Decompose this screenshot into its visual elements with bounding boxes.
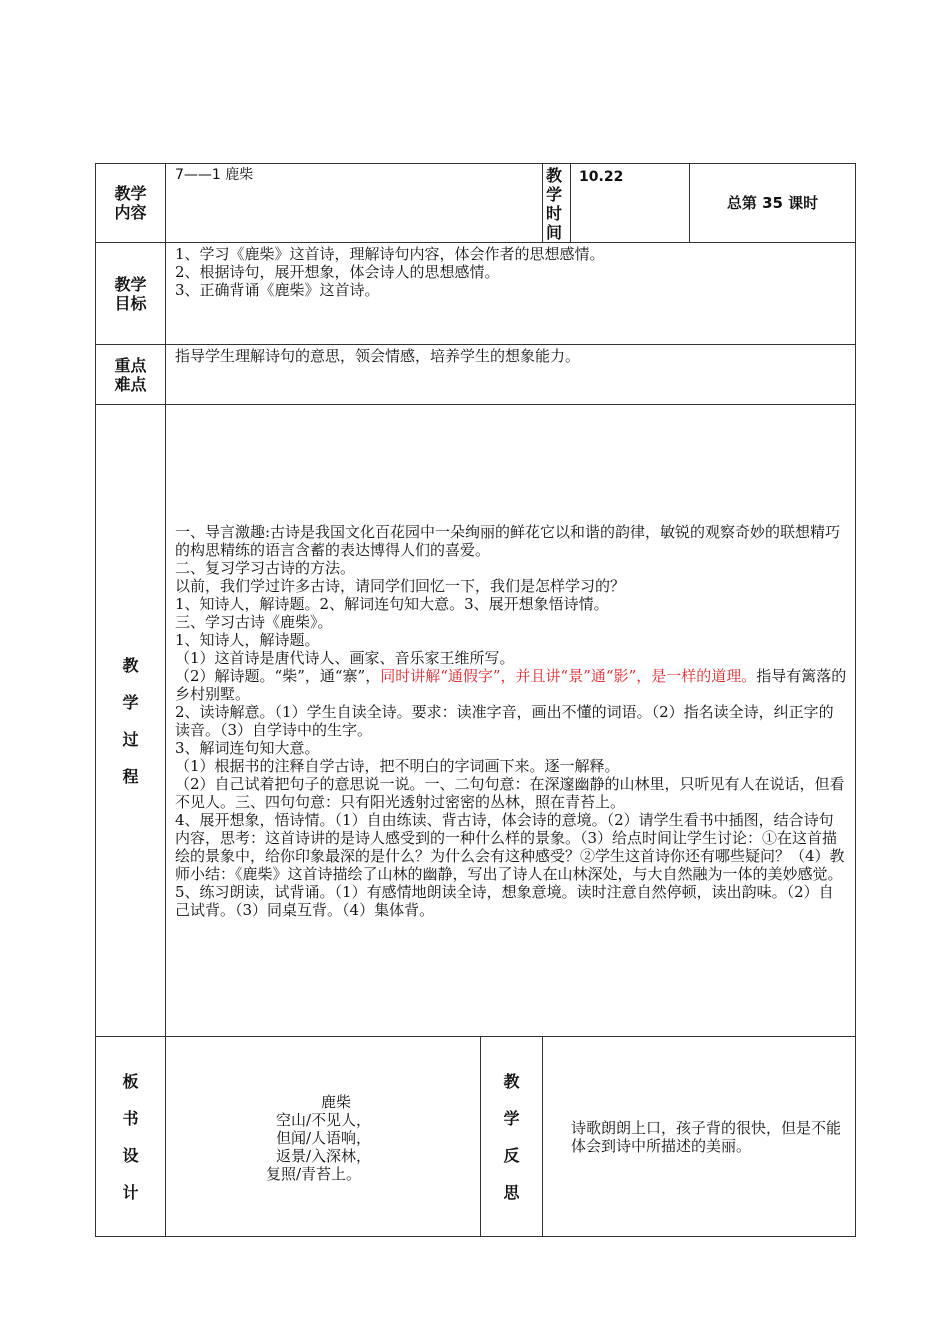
key-points-text: 指导学生理解诗句的意思，领会情感，培养学生的想象能力。 <box>166 345 856 405</box>
goals-row <box>96 243 856 345</box>
process-paragraph: 1、知诗人，解诗题。2、解词连句知大意。3、展开想象悟诗情。 <box>175 594 609 613</box>
board-design <box>166 1037 481 1237</box>
key-points-label: 重点 难点 <box>96 345 166 405</box>
process-paragraph: （1）这首诗是唐代诗人、画家、音乐家王维所写。 <box>175 648 515 667</box>
process-paragraph: 2、读诗解意。（1）学生自读全诗。要求：读准字音，画出不懂的词语。（2）指名读全诗，纠正字的读音。（3）自学诗中的生字。 <box>175 702 834 739</box>
goal-item: 3、正确背诵《鹿柴》这首诗。 <box>175 281 380 299</box>
process-paragraph: 一、导言激趣:古诗是我国文化百花园中一朵绚丽的鲜花它以和谐的韵律，敏锐的观察奇妙的联想精巧的构思精练的语言含蓄的表达博得人们的喜爱。 <box>175 522 841 559</box>
key-points-row <box>96 345 856 405</box>
board-line: 但闻/人语响， <box>276 1128 372 1147</box>
goals-label: 教学 目标 <box>96 243 166 345</box>
reflection-text: 诗歌朗朗上口，孩子背的很快，但是不能体会到诗中所描述的美丽。 <box>543 1037 856 1237</box>
lesson-plan-table <box>95 163 856 1237</box>
content-value: 7——1 鹿柴 <box>166 164 543 243</box>
process-paragraph: 1、知诗人，解诗题。 <box>175 630 320 649</box>
process-paragraph: （2）自己试着把句子的意思说一说。一、二句句意：在深邃幽静的山林里，只听见有人在说话，但看不见人。三、四句句意：只有阳光透射过密密的丛林，照在青苔上。 <box>175 774 845 811</box>
process-paragraph: 3、解词连句知大意。 <box>175 738 320 757</box>
board-line: 复照/青苔上。 <box>266 1164 362 1183</box>
goals-text <box>166 243 856 345</box>
lesson-count: 总第 35 课时 <box>690 164 856 243</box>
process-text <box>166 405 856 1037</box>
process-paragraph: 三、学习古诗《鹿柴》。 <box>175 612 333 631</box>
board-row <box>96 1037 856 1237</box>
process-paragraph: 4、展开想象，悟诗情。（1）自由练读、背古诗，体会诗的意境。（2）请学生看书中插图，结合诗句内容，思考：这首诗讲的是诗人感受到的一种什么样的景象。（3）给点时间让学生讨论：①在这首描绘的景象中，给你印象最深的是什么？为什么会有这种感受？②学生这首诗你还有哪些疑问？（4）教师小结：《鹿柴》这首诗描绘了山林的幽静，写出了诗人在山林深处，与大自然融为一体的美妙感觉。 <box>175 810 845 883</box>
process-paragraph: 以前，我们学过许多古诗，请同学们回忆一下，我们是怎样学习的？ <box>175 576 626 595</box>
board-title: 鹿柴 <box>321 1092 352 1111</box>
process-row <box>96 405 856 1037</box>
goal-item: 1、学习《鹿柴》这首诗，理解诗句内容，体会作者的思想感情。 <box>175 245 605 263</box>
highlighted-note: 同时讲解“通假字”，并且讲“景”通“影”，是一样的道理。 <box>380 666 757 685</box>
time-label: 教学 时间 <box>543 164 571 243</box>
reflection-label: 教 学 反 思 <box>481 1037 543 1237</box>
time-value: 10.22 <box>571 164 690 243</box>
board-line: 返景/入深林， <box>276 1146 372 1165</box>
process-paragraph: 二、复习学习古诗的方法。 <box>175 558 356 577</box>
goal-item: 2、根据诗句，展开想象，体会诗人的思想感情。 <box>175 263 500 281</box>
process-paragraph: （2）解诗题。“柴”，通“寨”，同时讲解“通假字”，并且讲“景”通“影”，是一样的道理。指导有篱落的乡村别墅。 <box>175 666 847 703</box>
header-row <box>96 164 856 243</box>
board-line: 空山/不见人， <box>276 1110 372 1129</box>
process-paragraph: （1）根据书的注释自学古诗，把不明白的字词画下来。逐一解释。 <box>175 756 620 775</box>
process-paragraph: 5、练习朗读，试背诵。（1）有感情地朗读全诗，想象意境。读时注意自然停顿，读出韵味。（2）自己试背。（3）同桌互背。（4）集体背。 <box>175 882 834 919</box>
board-label: 板 书 设 计 <box>96 1037 166 1237</box>
content-label: 教学 内容 <box>96 164 166 243</box>
process-label: 教 学 过 程 <box>96 405 166 1037</box>
